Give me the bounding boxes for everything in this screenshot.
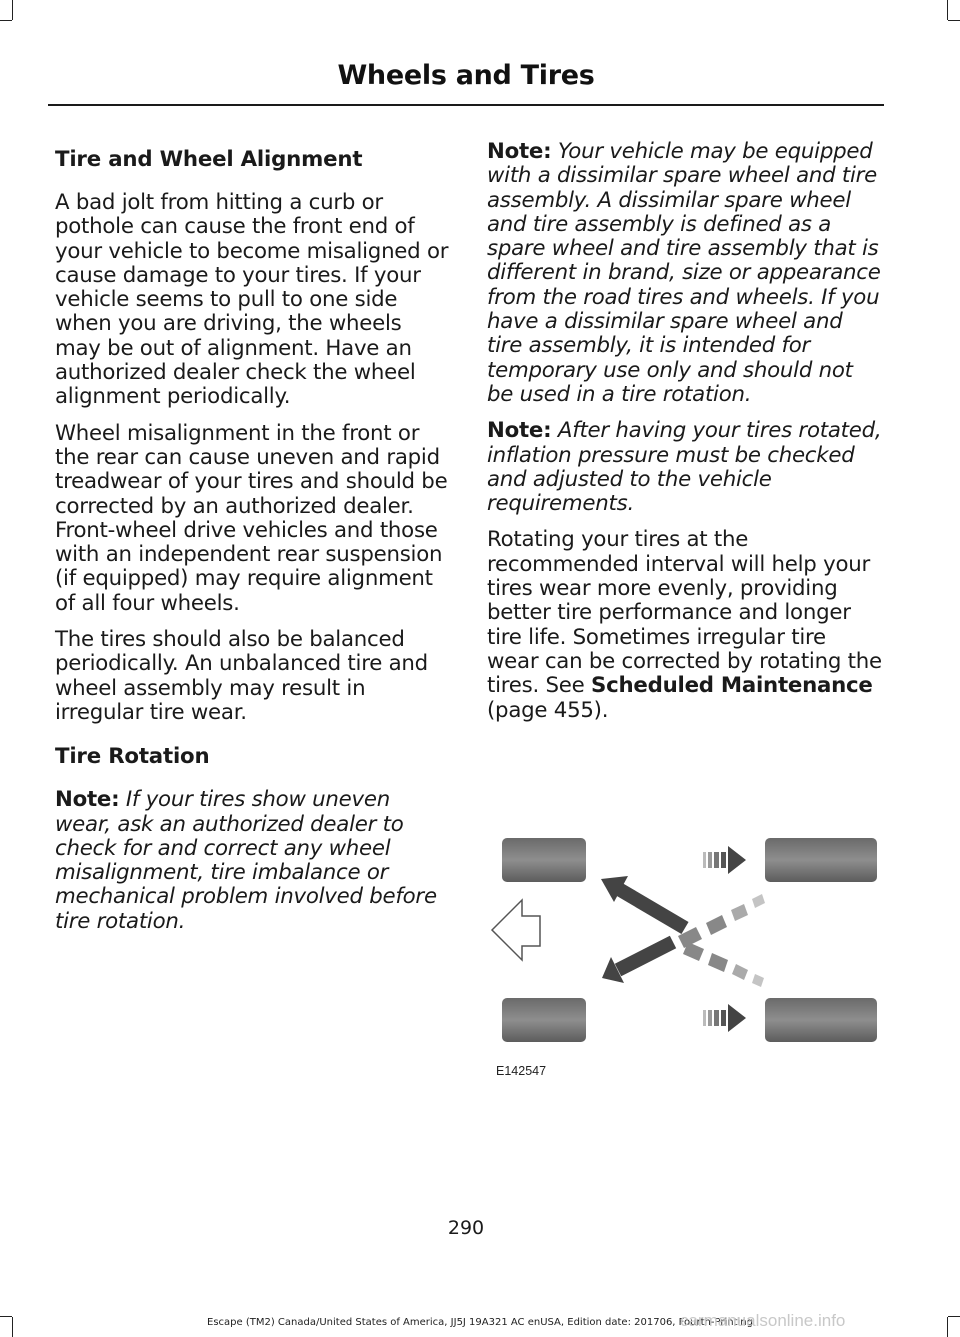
tire-rear-left xyxy=(502,998,586,1042)
paragraph xyxy=(487,528,883,722)
note-text: If your tires show uneven wear, ask an authorized dealer to check for and correct any wheel misalignment, tire imbalance or mechanical problem involved before tire rotation. xyxy=(55,787,437,934)
arrow-front-dashed xyxy=(703,846,746,874)
arrow-rear-right-to-front-left xyxy=(601,876,685,928)
tire-rotation-svg xyxy=(490,832,880,1082)
left-column xyxy=(55,140,450,946)
arrow-front-right-to-rear-left xyxy=(602,942,673,983)
crop-mark xyxy=(947,0,948,20)
note xyxy=(487,140,883,407)
tire-front-left xyxy=(502,838,586,882)
page-number: 290 xyxy=(447,1217,485,1239)
right-column xyxy=(487,140,883,735)
note-label: Note: xyxy=(487,139,552,164)
paragraph: A bad jolt from hitting a curb or pothole can cause the front end of your vehicle to become misaligned or cause damage to your tires. If your vehicle seems to pull to one side when you are driving, the wheels may be out of alignment. Have an authorized dealer check the wheel alignment periodically. xyxy=(55,190,449,410)
header-divider xyxy=(48,104,884,106)
note-label: Note: xyxy=(55,787,120,813)
watermark: carmanualsonline.info xyxy=(680,1311,846,1330)
note-text: After having your tires rotated, inflation pressure must be checked and adjusted to the vehicle requirements. xyxy=(487,418,882,517)
vehicle-front-arrow-icon xyxy=(492,900,540,960)
tire-rear-right xyxy=(765,998,877,1042)
paragraph-text: (page 455). xyxy=(487,697,609,723)
arrow-rear-dashed xyxy=(703,1004,746,1032)
crop-mark xyxy=(0,20,12,21)
dashed-cross-lines xyxy=(678,894,765,987)
note xyxy=(487,419,883,516)
paragraph-text: Rotating your tires at the recommended interval will help your tires wear more evenly, providing better tire performance and longer tire life. Sometimes irregular tire wear can be corrected by rotating the tires. See xyxy=(487,527,882,699)
crop-mark xyxy=(12,0,13,20)
paragraph: The tires should also be balanced periodically. An unbalanced tire and wheel assembly may result in irregular tire wear. xyxy=(55,627,428,725)
page-title: Wheels and Tires xyxy=(337,60,595,91)
tire-rotation-diagram xyxy=(490,832,880,1082)
section-heading-alignment: Tire and Wheel Alignment xyxy=(55,147,363,172)
tire-front-right xyxy=(765,838,877,882)
note-label: Note: xyxy=(487,418,552,444)
cross-reference-link[interactable]: Scheduled Maintenance xyxy=(591,673,873,699)
note xyxy=(55,788,450,934)
note-text: Your vehicle may be equipped with a dissimilar spare wheel and tire assembly. A dissimilar spare wheel and tire assembly is defined as a spare wheel and tire assembly that is different in brand, size or appearance from the road tires and wheels. If you have a dissimilar spare wheel and tire assembly, it is intended for temporary use only and should not be used in a tire rotation. xyxy=(487,139,881,407)
crop-mark xyxy=(948,20,960,21)
paragraph: Wheel misalignment in the front or the rear can cause uneven and rapid treadwear of your tires and should be corrected by an authorized dealer. Front-wheel drive vehicles and those with an independent rear suspension (if equipped) may require alignment of all four wheels. xyxy=(55,420,448,616)
section-heading-rotation: Tire Rotation xyxy=(55,744,210,770)
figure-code: E142547 xyxy=(496,1064,547,1078)
footer-text: Escape (TM2) Canada/United States of America, JJ5J 19A321 AC enUSA, Edition date: 201706, Fourth-Printing xyxy=(207,1317,753,1328)
